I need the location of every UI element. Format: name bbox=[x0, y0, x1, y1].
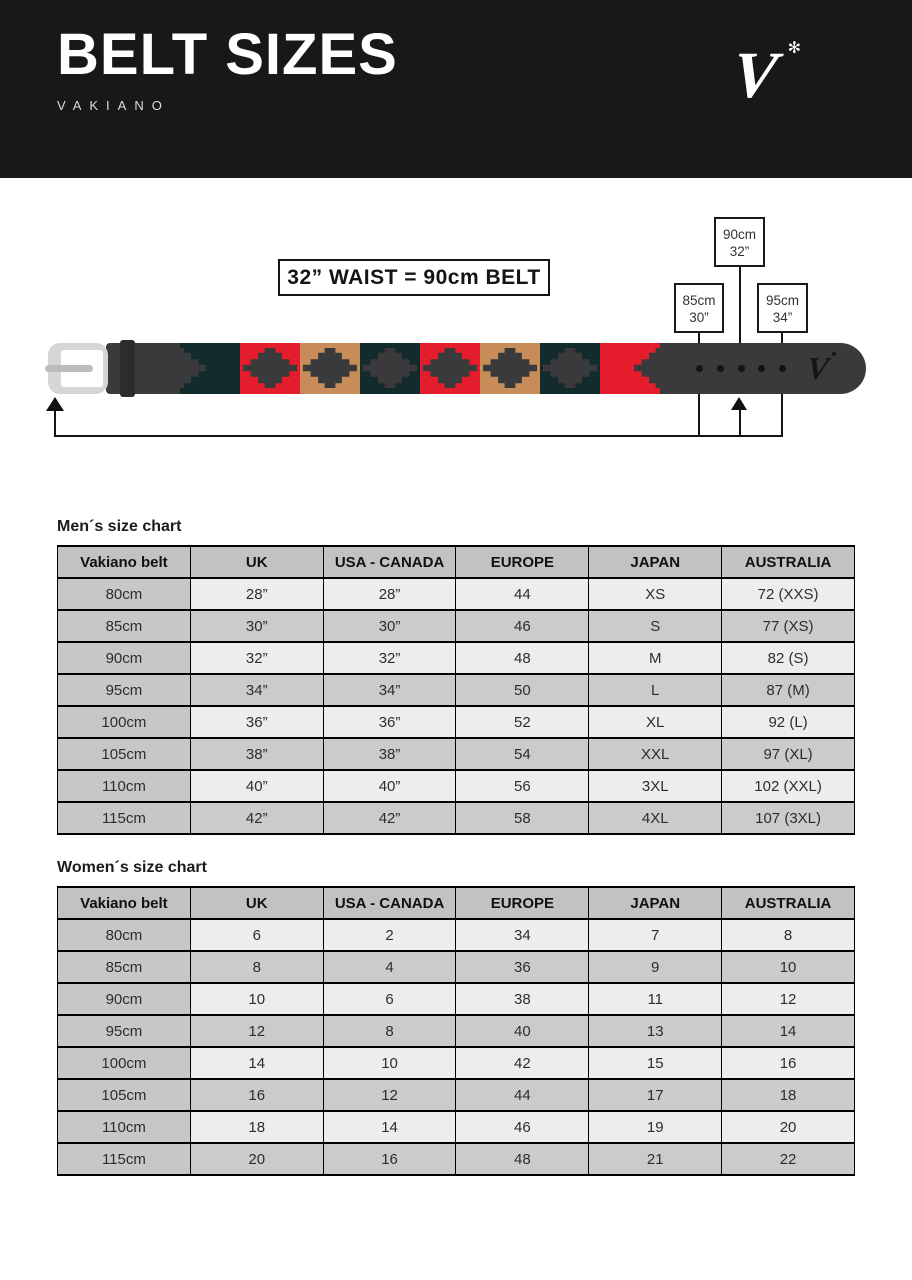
mens-size-chart-title: Men´s size chart bbox=[57, 518, 182, 535]
cell: 14 bbox=[722, 1015, 855, 1047]
v-letter-icon: V bbox=[729, 39, 781, 112]
belt-hole bbox=[738, 365, 745, 372]
table-row bbox=[58, 738, 855, 770]
callout-90cm bbox=[714, 217, 765, 267]
cell: 38” bbox=[323, 738, 456, 770]
cell: 30” bbox=[323, 610, 456, 642]
cell: 42” bbox=[190, 802, 323, 834]
row-header-cell: 115cm bbox=[58, 802, 191, 834]
cell: L bbox=[589, 674, 722, 706]
cell: 38” bbox=[190, 738, 323, 770]
cell: 2 bbox=[323, 919, 456, 951]
table-row bbox=[58, 578, 855, 610]
callout-cm: 95cm bbox=[765, 293, 799, 308]
cell: 20 bbox=[190, 1143, 323, 1175]
pampa-diamond-icon bbox=[180, 348, 206, 388]
row-header-cell: 90cm bbox=[58, 642, 191, 674]
pattern-square-teal bbox=[540, 343, 600, 394]
measure-line-90 bbox=[739, 409, 741, 435]
table-row bbox=[58, 1047, 855, 1079]
cell: 15 bbox=[589, 1047, 722, 1079]
cell: 32” bbox=[323, 642, 456, 674]
cell: 6 bbox=[323, 983, 456, 1015]
row-header-cell: 100cm bbox=[58, 706, 191, 738]
cell: 92 (L) bbox=[722, 706, 855, 738]
womens-size-chart-title: Women´s size chart bbox=[57, 859, 207, 876]
measure-line-buckle bbox=[54, 410, 56, 435]
leader-line-95 bbox=[781, 333, 783, 343]
table-row bbox=[58, 1079, 855, 1111]
cell: 12 bbox=[323, 1079, 456, 1111]
table-row bbox=[58, 642, 855, 674]
table-row bbox=[58, 770, 855, 802]
row-header-cell: 85cm bbox=[58, 951, 191, 983]
belt-buckle bbox=[48, 343, 108, 394]
row-header-cell: 110cm bbox=[58, 770, 191, 802]
column-header: AUSTRALIA bbox=[722, 887, 855, 919]
row-header-cell: 85cm bbox=[58, 610, 191, 642]
cell: 28” bbox=[190, 578, 323, 610]
cell: 87 (M) bbox=[722, 674, 855, 706]
callout-cm: 90cm bbox=[722, 227, 756, 242]
column-header: USA - CANADA bbox=[323, 887, 456, 919]
cell: 17 bbox=[589, 1079, 722, 1111]
cell: 56 bbox=[456, 770, 589, 802]
cell: 72 (XXS) bbox=[722, 578, 855, 610]
leader-line-85 bbox=[698, 333, 700, 343]
cell: 18 bbox=[722, 1079, 855, 1111]
cell: 16 bbox=[323, 1143, 456, 1175]
column-header: Vakiano belt bbox=[58, 887, 191, 919]
cell: 32” bbox=[190, 642, 323, 674]
cell: 42” bbox=[323, 802, 456, 834]
womens-size-table bbox=[57, 886, 855, 1176]
pampa-diamond-icon bbox=[363, 348, 417, 388]
cell: 12 bbox=[722, 983, 855, 1015]
cell: XL bbox=[589, 706, 722, 738]
cell: 11 bbox=[589, 983, 722, 1015]
row-header-cell: 105cm bbox=[58, 738, 191, 770]
cell: 36 bbox=[456, 951, 589, 983]
cell: XS bbox=[589, 578, 722, 610]
callout-85cm bbox=[674, 283, 724, 333]
callout-inches: 32” bbox=[729, 244, 750, 259]
cell: 8 bbox=[323, 1015, 456, 1047]
row-header-cell: 95cm bbox=[58, 1015, 191, 1047]
table-row bbox=[58, 674, 855, 706]
cell: 50 bbox=[456, 674, 589, 706]
cell: 46 bbox=[456, 610, 589, 642]
pampa-diamond-icon bbox=[483, 348, 537, 388]
cell: 48 bbox=[456, 1143, 589, 1175]
cell: 8 bbox=[190, 951, 323, 983]
womens-size-chart-section bbox=[57, 859, 855, 1176]
cell: 97 (XL) bbox=[722, 738, 855, 770]
belt-hole bbox=[779, 365, 786, 372]
cell: 14 bbox=[323, 1111, 456, 1143]
cell: 8 bbox=[722, 919, 855, 951]
cell: 48 bbox=[456, 642, 589, 674]
pattern-square-red bbox=[240, 343, 300, 394]
cell: 82 (S) bbox=[722, 642, 855, 674]
cell: 7 bbox=[589, 919, 722, 951]
cell: 22 bbox=[722, 1143, 855, 1175]
cell: 10 bbox=[722, 951, 855, 983]
vakiano-logo bbox=[729, 36, 803, 126]
pattern-square-red bbox=[420, 343, 480, 394]
belt-pattern bbox=[180, 343, 660, 394]
row-header-cell: 100cm bbox=[58, 1047, 191, 1079]
pampa-diamond-icon bbox=[634, 348, 660, 388]
page-title: BELT SIZES bbox=[57, 22, 398, 87]
table-row bbox=[58, 610, 855, 642]
table-row bbox=[58, 1015, 855, 1047]
cell: 44 bbox=[456, 578, 589, 610]
cell: 58 bbox=[456, 802, 589, 834]
cell: 12 bbox=[190, 1015, 323, 1047]
callout-95cm bbox=[757, 283, 808, 333]
header bbox=[0, 0, 912, 178]
leader-line-90 bbox=[739, 267, 741, 343]
dot-icon bbox=[832, 352, 836, 356]
table-row bbox=[58, 951, 855, 983]
row-header-cell: 90cm bbox=[58, 983, 191, 1015]
column-header: USA - CANADA bbox=[323, 546, 456, 578]
cell: 40” bbox=[190, 770, 323, 802]
cell: 16 bbox=[190, 1079, 323, 1111]
callout-cm: 85cm bbox=[682, 293, 716, 308]
column-header: JAPAN bbox=[589, 546, 722, 578]
cell: 21 bbox=[589, 1143, 722, 1175]
belt-hole bbox=[758, 365, 765, 372]
cell: 42 bbox=[456, 1047, 589, 1079]
pattern-square-teal bbox=[360, 343, 420, 394]
pattern-square-tan bbox=[300, 343, 360, 394]
column-header: EUROPE bbox=[456, 546, 589, 578]
table-header-row bbox=[58, 546, 855, 578]
cell: 30” bbox=[190, 610, 323, 642]
cell: 107 (3XL) bbox=[722, 802, 855, 834]
measure-baseline bbox=[54, 435, 783, 437]
cell: 14 bbox=[190, 1047, 323, 1079]
cell: 46 bbox=[456, 1111, 589, 1143]
row-header-cell: 115cm bbox=[58, 1143, 191, 1175]
cell: 54 bbox=[456, 738, 589, 770]
cell: 3XL bbox=[589, 770, 722, 802]
cell: 18 bbox=[190, 1111, 323, 1143]
cell: 36” bbox=[190, 706, 323, 738]
column-header: Vakiano belt bbox=[58, 546, 191, 578]
table-row bbox=[58, 1111, 855, 1143]
row-header-cell: 110cm bbox=[58, 1111, 191, 1143]
pattern-square-teal bbox=[180, 343, 240, 394]
table-row bbox=[58, 706, 855, 738]
pampa-diamond-icon bbox=[303, 348, 357, 388]
mens-size-table bbox=[57, 545, 855, 835]
row-header-cell: 80cm bbox=[58, 578, 191, 610]
row-header-cell: 80cm bbox=[58, 919, 191, 951]
belt-keeper bbox=[120, 340, 135, 397]
measure-line-85 bbox=[698, 394, 700, 435]
cell: 20 bbox=[722, 1111, 855, 1143]
callout-inches: 30” bbox=[689, 310, 709, 325]
cell: 36” bbox=[323, 706, 456, 738]
pampa-diamond-icon bbox=[423, 348, 477, 388]
cell: 77 (XS) bbox=[722, 610, 855, 642]
table-header-row bbox=[58, 887, 855, 919]
column-header: JAPAN bbox=[589, 887, 722, 919]
column-header: EUROPE bbox=[456, 887, 589, 919]
cell: 10 bbox=[323, 1047, 456, 1079]
table-row bbox=[58, 1143, 855, 1175]
cell: 34 bbox=[456, 919, 589, 951]
cell: 4XL bbox=[589, 802, 722, 834]
belt-illustration bbox=[48, 343, 866, 394]
column-header: AUSTRALIA bbox=[722, 546, 855, 578]
column-header: UK bbox=[190, 546, 323, 578]
table-row bbox=[58, 919, 855, 951]
buckle-prong bbox=[45, 365, 93, 372]
belt-hole bbox=[717, 365, 724, 372]
mens-size-chart-section bbox=[57, 518, 855, 835]
callout-inches: 34” bbox=[772, 310, 793, 325]
waist-equivalence-label: 32” WAIST = 90cm BELT bbox=[278, 259, 550, 296]
cell: 34” bbox=[323, 674, 456, 706]
cell: 19 bbox=[589, 1111, 722, 1143]
cell: 4 bbox=[323, 951, 456, 983]
brand-subtitle: VAKIANO bbox=[57, 98, 170, 113]
row-header-cell: 105cm bbox=[58, 1079, 191, 1111]
cell: 52 bbox=[456, 706, 589, 738]
cell: 10 bbox=[190, 983, 323, 1015]
cell: S bbox=[589, 610, 722, 642]
measure-line-95 bbox=[781, 394, 783, 435]
cell: 38 bbox=[456, 983, 589, 1015]
cell: XXL bbox=[589, 738, 722, 770]
cell: 9 bbox=[589, 951, 722, 983]
cell: 6 bbox=[190, 919, 323, 951]
cell: 13 bbox=[589, 1015, 722, 1047]
belt-size-diagram bbox=[0, 178, 912, 478]
pampa-diamond-icon bbox=[543, 348, 597, 388]
cell: 34” bbox=[190, 674, 323, 706]
v-letter-icon: V bbox=[805, 350, 831, 386]
pampa-diamond-icon bbox=[243, 348, 297, 388]
cell: 44 bbox=[456, 1079, 589, 1111]
pattern-square-tan bbox=[480, 343, 540, 394]
row-header-cell: 95cm bbox=[58, 674, 191, 706]
belt-v-logo bbox=[796, 348, 840, 390]
cell: 28” bbox=[323, 578, 456, 610]
table-row bbox=[58, 802, 855, 834]
cell: 40” bbox=[323, 770, 456, 802]
pattern-square-red bbox=[600, 343, 660, 394]
column-header: UK bbox=[190, 887, 323, 919]
belt-hole bbox=[696, 365, 703, 372]
cell: M bbox=[589, 642, 722, 674]
arrow-up-icon bbox=[46, 397, 64, 411]
cell: 16 bbox=[722, 1047, 855, 1079]
cell: 102 (XXL) bbox=[722, 770, 855, 802]
cell: 40 bbox=[456, 1015, 589, 1047]
flower-icon: ✻ bbox=[787, 40, 801, 57]
table-row bbox=[58, 983, 855, 1015]
